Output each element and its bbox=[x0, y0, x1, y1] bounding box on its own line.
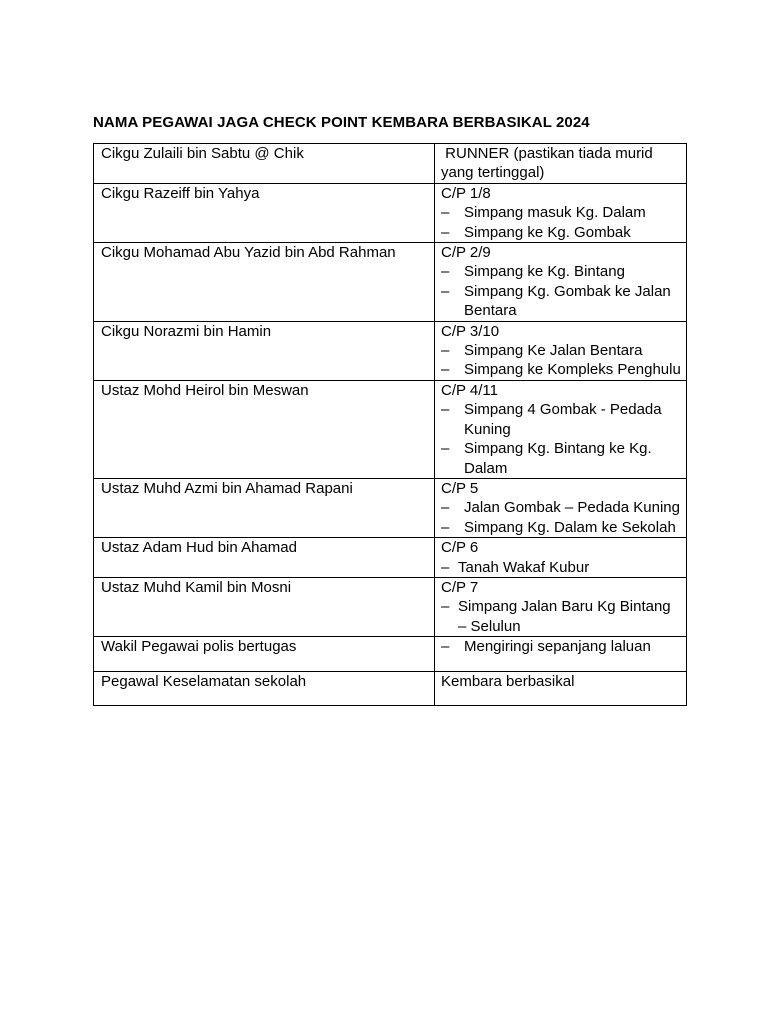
officer-name: Ustaz Muhd Kamil bin Mosni bbox=[94, 577, 435, 636]
officer-name: Wakil Pegawai polis bertugas bbox=[94, 637, 435, 671]
table-row bbox=[94, 243, 687, 322]
officer-name: Cikgu Razeiff bin Yahya bbox=[94, 183, 435, 242]
assignment-text: RUNNER (pastikan tiada murid bbox=[441, 145, 653, 162]
table-row bbox=[94, 538, 687, 578]
checkpoint-item: – Simpang masuk Kg. Dalam bbox=[441, 203, 682, 222]
checkpoint-item: – Tanah Wakaf Kubur bbox=[441, 558, 682, 577]
officer-name: Pegawal Keselamatan sekolah bbox=[94, 671, 435, 705]
assignment-cell bbox=[435, 144, 687, 184]
officer-name: Ustaz Mohd Heirol bin Meswan bbox=[94, 380, 435, 478]
checkpoint-heading: C/P 3/10 bbox=[441, 322, 500, 340]
assignment-cell bbox=[435, 478, 687, 537]
checkpoint-heading: C/P 6 bbox=[441, 539, 479, 557]
table-row bbox=[94, 183, 687, 242]
officer-name: Ustaz Muhd Azmi bin Ahamad Rapani bbox=[94, 478, 435, 537]
officer-name: Ustaz Adam Hud bin Ahamad bbox=[94, 538, 435, 578]
assignment-cell bbox=[435, 637, 687, 671]
checkpoint-item: – Simpang ke Kg. Gombak bbox=[441, 223, 682, 242]
assignment-cell bbox=[435, 380, 687, 478]
assignment-cell bbox=[435, 577, 687, 636]
checkpoint-table bbox=[93, 143, 687, 706]
checkpoint-item: – Jalan Gombak – Pedada Kuning bbox=[441, 498, 682, 517]
assignment-cell bbox=[435, 671, 687, 705]
checkpoint-item: – Mengiringi sepanjang laluan bbox=[441, 637, 682, 656]
checkpoint-heading: C/P 7 bbox=[441, 578, 479, 596]
checkpoint-item: – Simpang Ke Jalan Bentara bbox=[441, 341, 682, 360]
checkpoint-item: – Simpang 4 Gombak - Pedada Kuning bbox=[441, 400, 682, 439]
checkpoint-item: – Simpang Jalan Baru Kg Bintang – Selulun bbox=[441, 597, 682, 636]
officer-name: Cikgu Zulaili bin Sabtu @ Chik bbox=[94, 144, 435, 184]
table-row bbox=[94, 671, 687, 705]
document-title: NAMA PEGAWAI JAGA CHECK POINT KEMBARA BERBASIKAL 2024 bbox=[93, 114, 590, 131]
checkpoint-heading: C/P 2/9 bbox=[441, 244, 491, 262]
assignment-cell bbox=[435, 243, 687, 322]
checkpoint-item: – Simpang Kg. Bintang ke Kg. Dalam bbox=[441, 439, 682, 478]
assignment-cell bbox=[435, 538, 687, 578]
assignment-text: Kembara berbasikal bbox=[441, 672, 575, 690]
checkpoint-item: – Simpang ke Kg. Bintang bbox=[441, 262, 682, 281]
table-row bbox=[94, 637, 687, 671]
checkpoint-heading: C/P 5 bbox=[441, 479, 479, 497]
checkpoint-heading: C/P 4/11 bbox=[441, 381, 498, 399]
table-row bbox=[94, 478, 687, 537]
checkpoint-heading: C/P 1/8 bbox=[441, 184, 491, 202]
checkpoint-item: – Simpang Kg. Dalam ke Sekolah bbox=[441, 518, 682, 537]
checkpoint-item: – Simpang Kg. Gombak ke Jalan Bentara bbox=[441, 282, 682, 321]
table-row bbox=[94, 144, 687, 184]
assignment-cell bbox=[435, 183, 687, 242]
checkpoint-item: – Simpang ke Kompleks Penghulu bbox=[441, 360, 682, 379]
officer-name: Cikgu Norazmi bin Hamin bbox=[94, 321, 435, 380]
table-row bbox=[94, 321, 687, 380]
officer-name: Cikgu Mohamad Abu Yazid bin Abd Rahman bbox=[94, 243, 435, 322]
table-row bbox=[94, 577, 687, 636]
assignment-cell bbox=[435, 321, 687, 380]
table-row bbox=[94, 380, 687, 478]
assignment-text: yang tertinggal) bbox=[441, 164, 545, 182]
